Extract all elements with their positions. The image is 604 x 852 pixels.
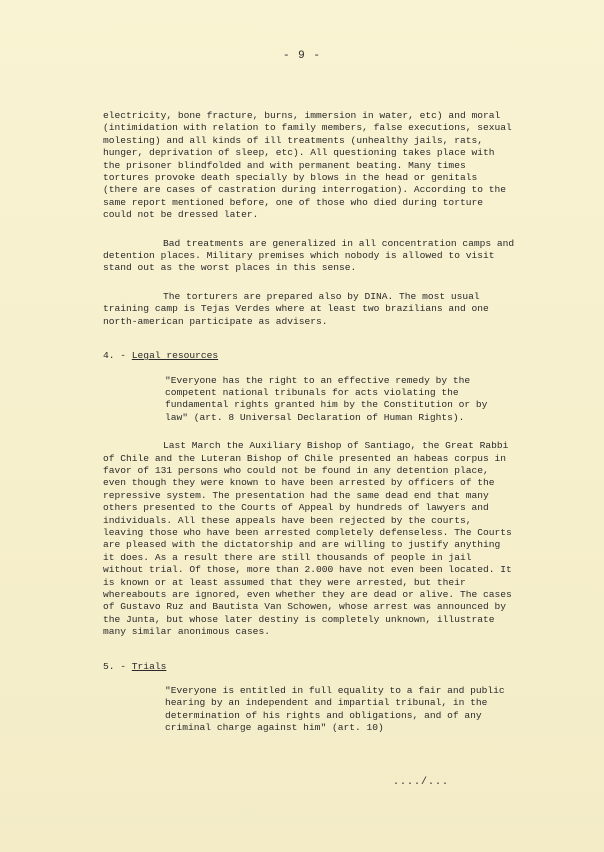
section-title: Legal resources <box>131 350 219 362</box>
paragraph-torture-methods: electricity, bone fracture, burns, immersion in water, etc) and moral (intimidation with relation to family members, false executions, sexual molesting) and all kinds of ill treatments (unhealthy jails, rats, hunger, deprivation of sleep, etc). All questioning takes place with the prisoner blindfolded and with permanent beating. Many times tortures provoke death specially by blows in the head or genitals (there are cases of castration during interrogation). According to the same report mentioned before, one of those who died during torture could not be dressed later. <box>103 110 518 221</box>
page-number: - 9 - <box>282 50 321 62</box>
quote-trials: "Everyone is entitled in full equality to a fair and public hearing by an independent and impartial tribunal, in the determination of his rights and obligations, and of any criminal charge against him" (art. 10) <box>165 685 511 734</box>
section-heading-legal-resources <box>103 350 515 362</box>
section-title: Trials <box>131 660 167 672</box>
section-number: 5. - <box>103 660 132 672</box>
section-number: 4. - <box>103 350 132 362</box>
document-body <box>103 110 520 751</box>
paragraph-torturers-training: The torturers are prepared also by DINA. The most usual training camp is Tejas Verdes where at least two brazilians and one north-american participate as advisers. <box>103 290 495 327</box>
paragraph-bad-treatments: Bad treatments are generalized in all concentration camps and detention places. Military premises which nobody is allowed to visit stand out as the worst places in this sense. <box>103 237 520 274</box>
continued-marker: ..../... <box>393 777 450 788</box>
section-heading-trials <box>103 661 515 673</box>
paragraph-habeas-corpus: Last March the Auxiliary Bishop of Santiago, the Great Rabbi of Chile and the Luteran Bishop of Chile presented an habeas corpus in favor of 131 persons who could not be found in any detention place, even though they were known to have been arrested by officers of the repressive system. The presentation had the same dead end that many others presented to the Courts of Appeal by hundreds of lawyers and individuals. All these appeals have been rejected by the courts, leaving those who have been arrested completely defenseless. The Courts are pleased with the dictatorship and are willing to justify anything it does. As a result there are still thousands of people in jail without trial. Of those, more than 2.000 have not even been located. It is known or at least assumed that they were arrested, but their whereabouts are ignored, even whether they are dead or alive. The cases of Gustavo Ruz and Bautista Van Schowen, whose arrest was announced by the Junta, but whose later destiny is completely unknown, illustrate many similar anonimous cases. <box>103 440 518 638</box>
quote-legal-resources: "Everyone has the right to an effective remedy by the competent national tribunals for acts violating the fundamental rights granted him by the Constitution or by law" (art. 8 Universal Declaration of Human Rights). <box>165 374 494 423</box>
